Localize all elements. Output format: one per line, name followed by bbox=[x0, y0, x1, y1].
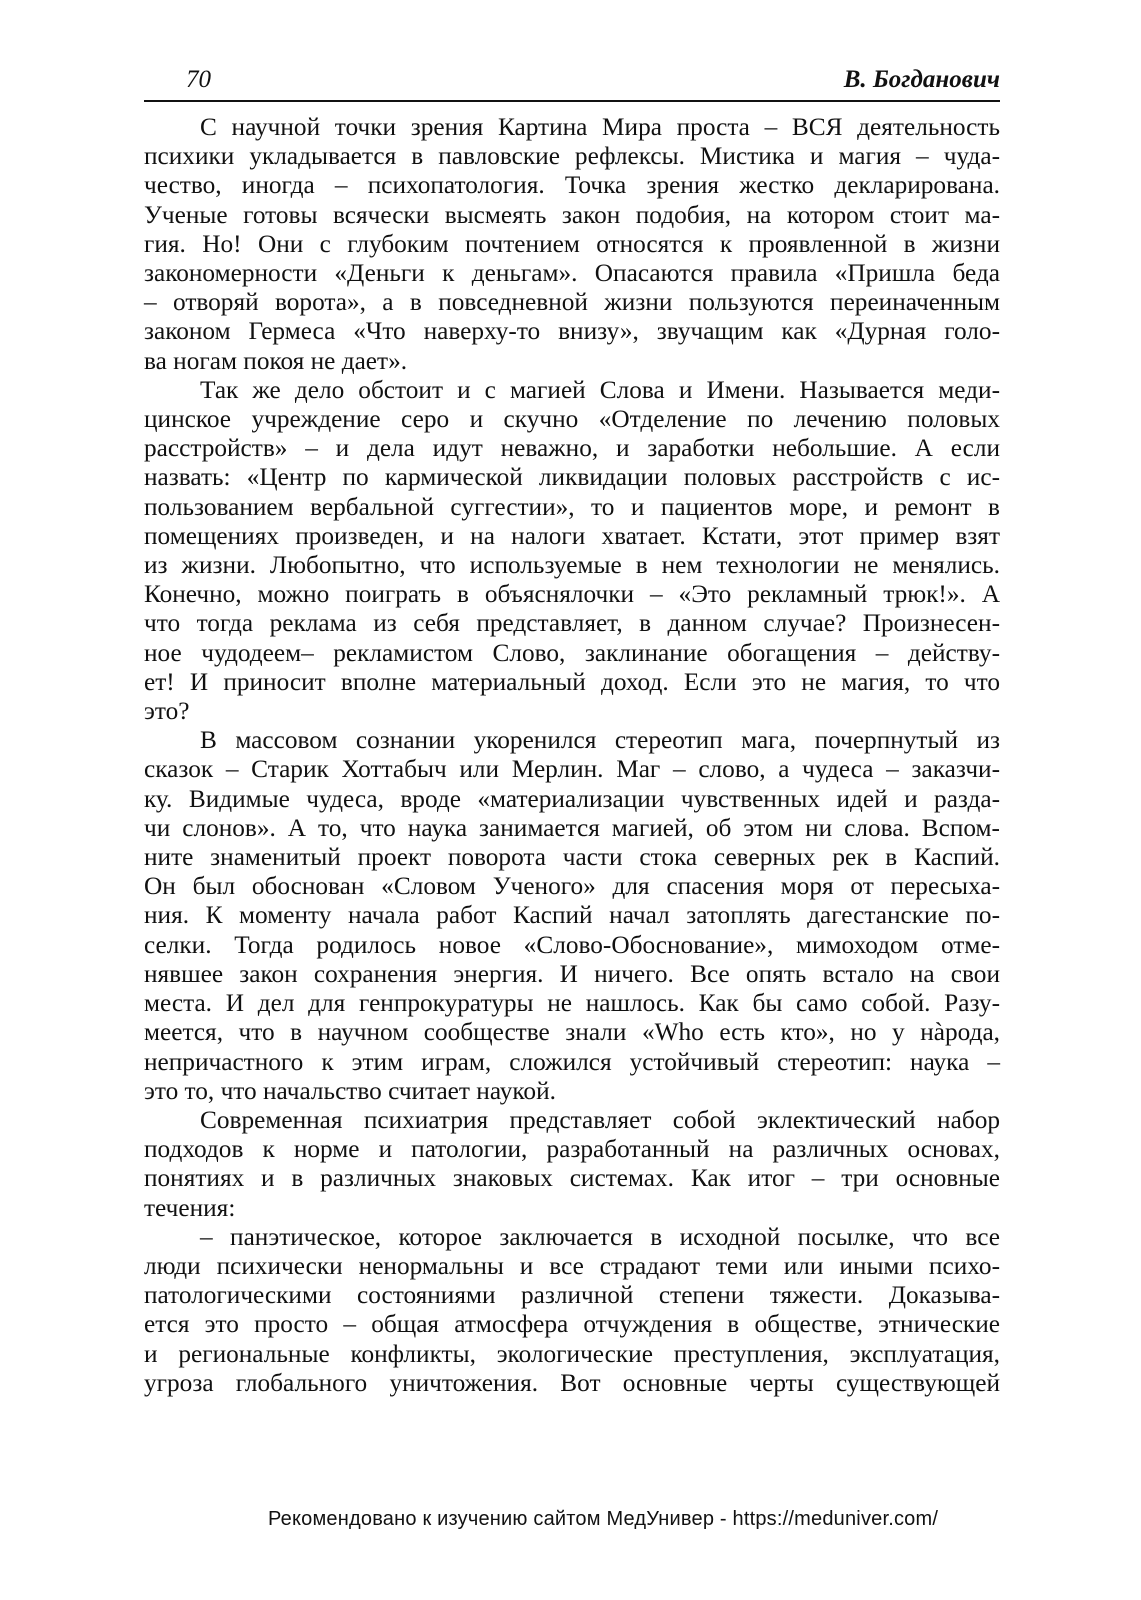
text-line: ва ногам покоя не дает». bbox=[144, 346, 408, 375]
text-line: расстройств» – и дела идут неважно, и заработки небольшие. А если bbox=[144, 434, 1000, 463]
text-line: Он был обоснован «Словом Ученого» для спасения моря от пересыха- bbox=[144, 872, 1000, 901]
text-line: ку. Видимые чудеса, вроде «материализации чувственных идей и разда- bbox=[144, 784, 1000, 813]
text-line: ет! И приносит вполне материальный доход. Если это не магия, то что bbox=[144, 667, 1000, 696]
text-line: Современная психиатрия представляет собой эклектический набор bbox=[200, 1105, 1000, 1134]
page-number: 70 bbox=[186, 66, 211, 93]
text-line: течения: bbox=[144, 1193, 236, 1222]
text-line: закономерности «Деньги к деньгам». Опасаются правила «Пришла беда bbox=[144, 259, 1000, 288]
text-line: из жизни. Любопытно, что используемые в нем технологии не менялись. bbox=[144, 551, 1000, 580]
text-line: Конечно, можно поиграть в объяснялочки – «Это рекламный трюк!». А bbox=[144, 580, 1000, 609]
text-line: чи слонов». А то, что наука занимается магией, об этом ни слова. Вспом- bbox=[144, 813, 1000, 842]
text-line: ное чудодеем– рекламистом Слово, заклинание обогащения – действу- bbox=[144, 638, 1000, 667]
text-line: патологическими состояниями различной степени тяжести. Доказыва- bbox=[144, 1281, 1000, 1310]
text-line: меется, что в научном сообществе знали «Who есть кто», но у нàрода, bbox=[144, 1018, 1000, 1047]
text-line: это? bbox=[144, 697, 190, 726]
text-line: угроза глобального уничтожения. Вот основные черты существующей bbox=[144, 1368, 1000, 1397]
running-header bbox=[144, 64, 1000, 102]
text-line: С научной точки зрения Картина Мира проста – ВСЯ деятельность bbox=[200, 113, 1000, 141]
text-line: селки. Тогда родилось новое «Слово-Обоснование», мимоходом отме- bbox=[144, 930, 1000, 959]
text-line: нявшее закон сохранения энергия. И ничего. Все опять встало на свои bbox=[144, 959, 1000, 988]
text-line: гия. Но! Они с глубоким почтением относятся к проявленной в жизни bbox=[144, 229, 1000, 258]
text-line: понятиях и в различных знаковых системах. Как итог – три основные bbox=[144, 1164, 1000, 1193]
text-line: подходов к норме и патологии, разработанный на различных основах, bbox=[144, 1135, 1000, 1164]
text-line: сказок – Старик Хоттабыч или Мерлин. Маг – слово, а чудеса – заказчи- bbox=[144, 755, 1000, 784]
text-line: это то, что начальство считает наукой. bbox=[144, 1076, 556, 1105]
text-line: – отворяй ворота», а в повседневной жизни пользуются переиначенным bbox=[144, 288, 1000, 317]
footer-watermark[interactable]: Рекомендовано к изучению сайтом МедУнивер - https://meduniver.com/ bbox=[268, 1508, 939, 1530]
text-line: что тогда реклама из себя представляет, в данном случае? Произнесен- bbox=[144, 609, 1000, 638]
paragraph bbox=[144, 113, 1000, 376]
text-line: Ученые готовы всячески высмеять закон подобия, на котором стоит ма- bbox=[144, 200, 1000, 229]
text-line: люди психически ненормальны и все страдают теми или иными психо- bbox=[144, 1251, 1000, 1280]
paragraph bbox=[144, 376, 1000, 726]
text-line: пользованием вербальной суггестии», то и пациентов море, и ремонт в bbox=[144, 492, 1000, 521]
text-line: Так же дело обстоит и с магией Слова и Имени. Называется меди- bbox=[200, 375, 1000, 404]
paragraph bbox=[144, 726, 1000, 1106]
text-line: непричастного к этим играм, сложился устойчивый стереотип: наука – bbox=[144, 1047, 1000, 1076]
text-line: – панэтическое, которое заключается в исходной посылке, что все bbox=[200, 1222, 1000, 1251]
paragraph bbox=[144, 1106, 1000, 1223]
running-author: В. Богданович bbox=[843, 66, 1000, 93]
text-line: В массовом сознании укоренился стереотип мага, почерпнутый из bbox=[200, 726, 1000, 755]
body-text bbox=[144, 113, 1000, 1398]
text-line: ните знаменитый проект поворота части стока северных рек в Каспий. bbox=[144, 843, 1000, 872]
text-line: помещениях произведен, и на налоги хватает. Кстати, этот пример взят bbox=[144, 521, 1000, 550]
text-line: ется это просто – общая атмосфера отчуждения в обществе, этнические bbox=[144, 1310, 1000, 1339]
text-line: психики укладывается в павловские рефлексы. Мистика и магия – чуда- bbox=[144, 142, 1000, 171]
text-line: ния. К моменту начала работ Каспий начал затоплять дагестанские по- bbox=[144, 901, 1000, 930]
paragraph bbox=[144, 1223, 1000, 1398]
text-line: назвать: «Центр по кармической ликвидации половых расстройств с ис- bbox=[144, 463, 1000, 492]
text-line: законом Гермеса «Что наверху-то внизу», звучащим как «Дурная голо- bbox=[144, 317, 1000, 346]
text-line: цинское учреждение серо и скучно «Отделение по лечению половых bbox=[144, 405, 1000, 434]
text-line: чество, иногда – психопатология. Точка зрения жестко декларирована. bbox=[144, 171, 1000, 200]
text-line: и региональные конфликты, экологические преступления, эксплуатация, bbox=[144, 1339, 1000, 1368]
text-line: места. И дел для генпрокуратуры не нашлось. Как бы само собой. Разу- bbox=[144, 989, 1000, 1018]
